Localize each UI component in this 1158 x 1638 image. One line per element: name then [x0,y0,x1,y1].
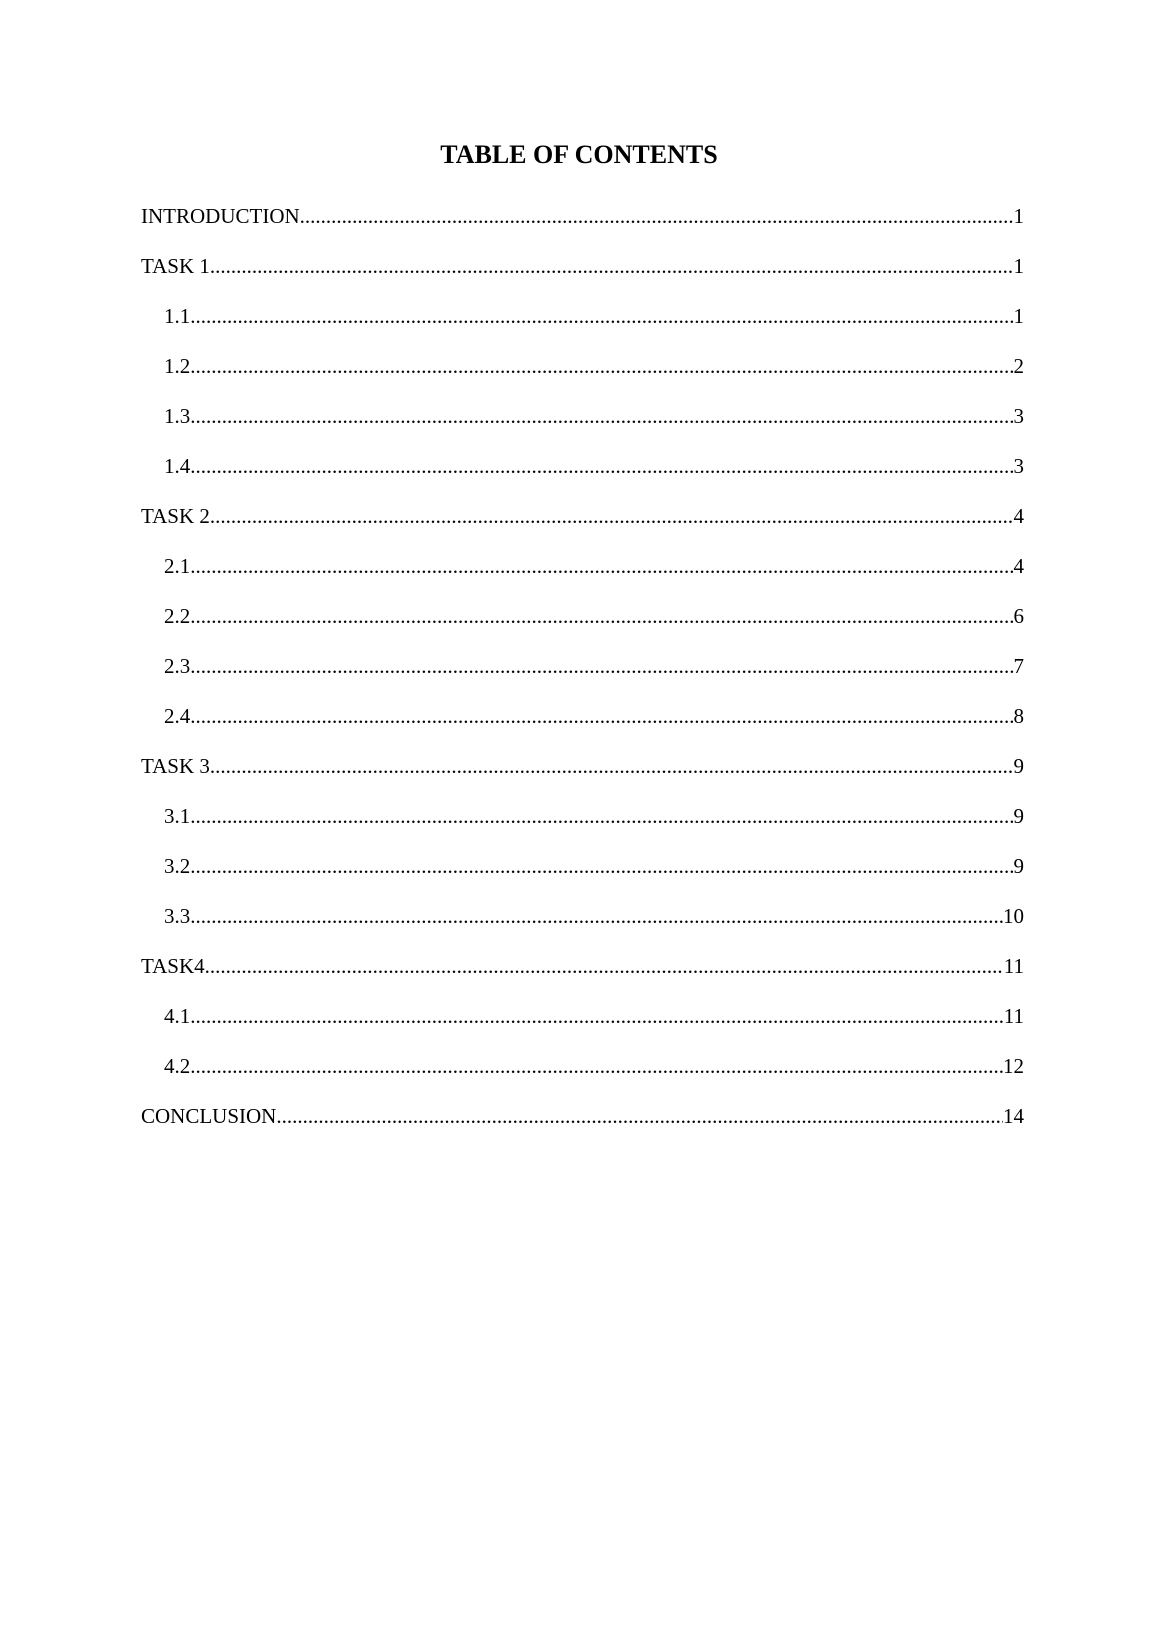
toc-entry-label: TASK 3 [141,754,210,778]
toc-entry[interactable] [141,699,1024,749]
toc-dot-leader [190,849,1013,883]
toc-entry[interactable] [141,649,1024,699]
toc-entry-label: 3.1 [164,804,191,828]
toc-entry[interactable] [141,449,1024,499]
toc-entry-label: 2.1 [164,554,191,578]
toc-dot-leader [276,1099,1003,1133]
toc-entry[interactable] [141,399,1024,449]
toc-entry-label: 2.3 [164,654,191,678]
toc-dot-leader [190,349,1013,383]
toc-entry[interactable] [141,349,1024,399]
toc-dot-leader [190,649,1013,683]
toc-entry[interactable] [141,499,1024,549]
toc-entry-label: TASK 1 [141,254,210,278]
toc-entry-label: TASK4 [141,954,205,978]
toc-entry-label: 1.2 [164,354,191,378]
toc-entry[interactable] [141,999,1024,1049]
toc-entry[interactable] [141,799,1024,849]
toc-entry[interactable] [141,749,1024,799]
toc-entry[interactable] [141,949,1024,999]
toc-entry-page-number: 8 [1013,704,1024,728]
table-of-contents [141,199,1024,1149]
toc-entry-page-number: 6 [1013,604,1024,628]
toc-entry-label: 3.2 [164,854,191,878]
toc-entry-label: CONCLUSION [141,1104,277,1128]
toc-dot-leader [190,399,1013,433]
toc-entry-page-number: 4 [1013,554,1024,578]
toc-entry-label: INTRODUCTION [141,204,300,228]
toc-entry[interactable] [141,299,1024,349]
toc-entry[interactable] [141,1049,1024,1099]
toc-entry-label: 4.1 [164,1004,191,1028]
toc-entry-page-number: 9 [1013,854,1024,878]
toc-dot-leader [210,749,1014,783]
toc-entry[interactable] [141,199,1024,249]
toc-dot-leader [190,549,1013,583]
toc-entry-page-number: 3 [1013,404,1024,428]
toc-entry-page-number: 14 [1003,1104,1024,1128]
toc-entry-page-number: 10 [1003,904,1024,928]
page-title: TABLE OF CONTENTS [440,140,718,169]
toc-dot-leader [190,449,1013,483]
toc-entry-label: 3.3 [164,904,191,928]
toc-entry[interactable] [141,1099,1024,1149]
toc-dot-leader [210,499,1014,533]
toc-entry[interactable] [141,849,1024,899]
toc-entry-label: TASK 2 [141,504,210,528]
toc-entry-page-number: 1 [1013,304,1024,328]
toc-dot-leader [190,1049,1003,1083]
toc-entry[interactable] [141,249,1024,299]
toc-dot-leader [210,249,1014,283]
toc-entry-label: 1.4 [164,454,191,478]
toc-dot-leader [190,899,1003,933]
toc-entry-label: 2.2 [164,604,191,628]
toc-entry-page-number: 9 [1013,804,1024,828]
toc-entry-page-number: 2 [1013,354,1024,378]
toc-entry-page-number: 9 [1013,754,1024,778]
toc-dot-leader [190,799,1013,833]
toc-entry-page-number: 12 [1003,1054,1024,1078]
toc-dot-leader [190,299,1013,333]
toc-entry-page-number: 7 [1013,654,1024,678]
toc-entry[interactable] [141,599,1024,649]
toc-dot-leader [190,999,1004,1033]
toc-entry-page-number: 4 [1013,504,1024,528]
toc-entry-label: 1.1 [164,304,191,328]
toc-entry[interactable] [141,549,1024,599]
toc-entry-page-number: 11 [1003,1004,1024,1028]
toc-entry-page-number: 1 [1013,204,1024,228]
toc-dot-leader [300,199,1014,233]
toc-entry-page-number: 3 [1013,454,1024,478]
toc-entry-label: 4.2 [164,1054,191,1078]
toc-dot-leader [190,599,1013,633]
toc-entry-page-number: 11 [1003,954,1024,978]
toc-dot-leader [205,949,1004,983]
toc-dot-leader [190,699,1013,733]
toc-entry-page-number: 1 [1013,254,1024,278]
toc-entry-label: 1.3 [164,404,191,428]
toc-entry-label: 2.4 [164,704,191,728]
toc-entry[interactable] [141,899,1024,949]
